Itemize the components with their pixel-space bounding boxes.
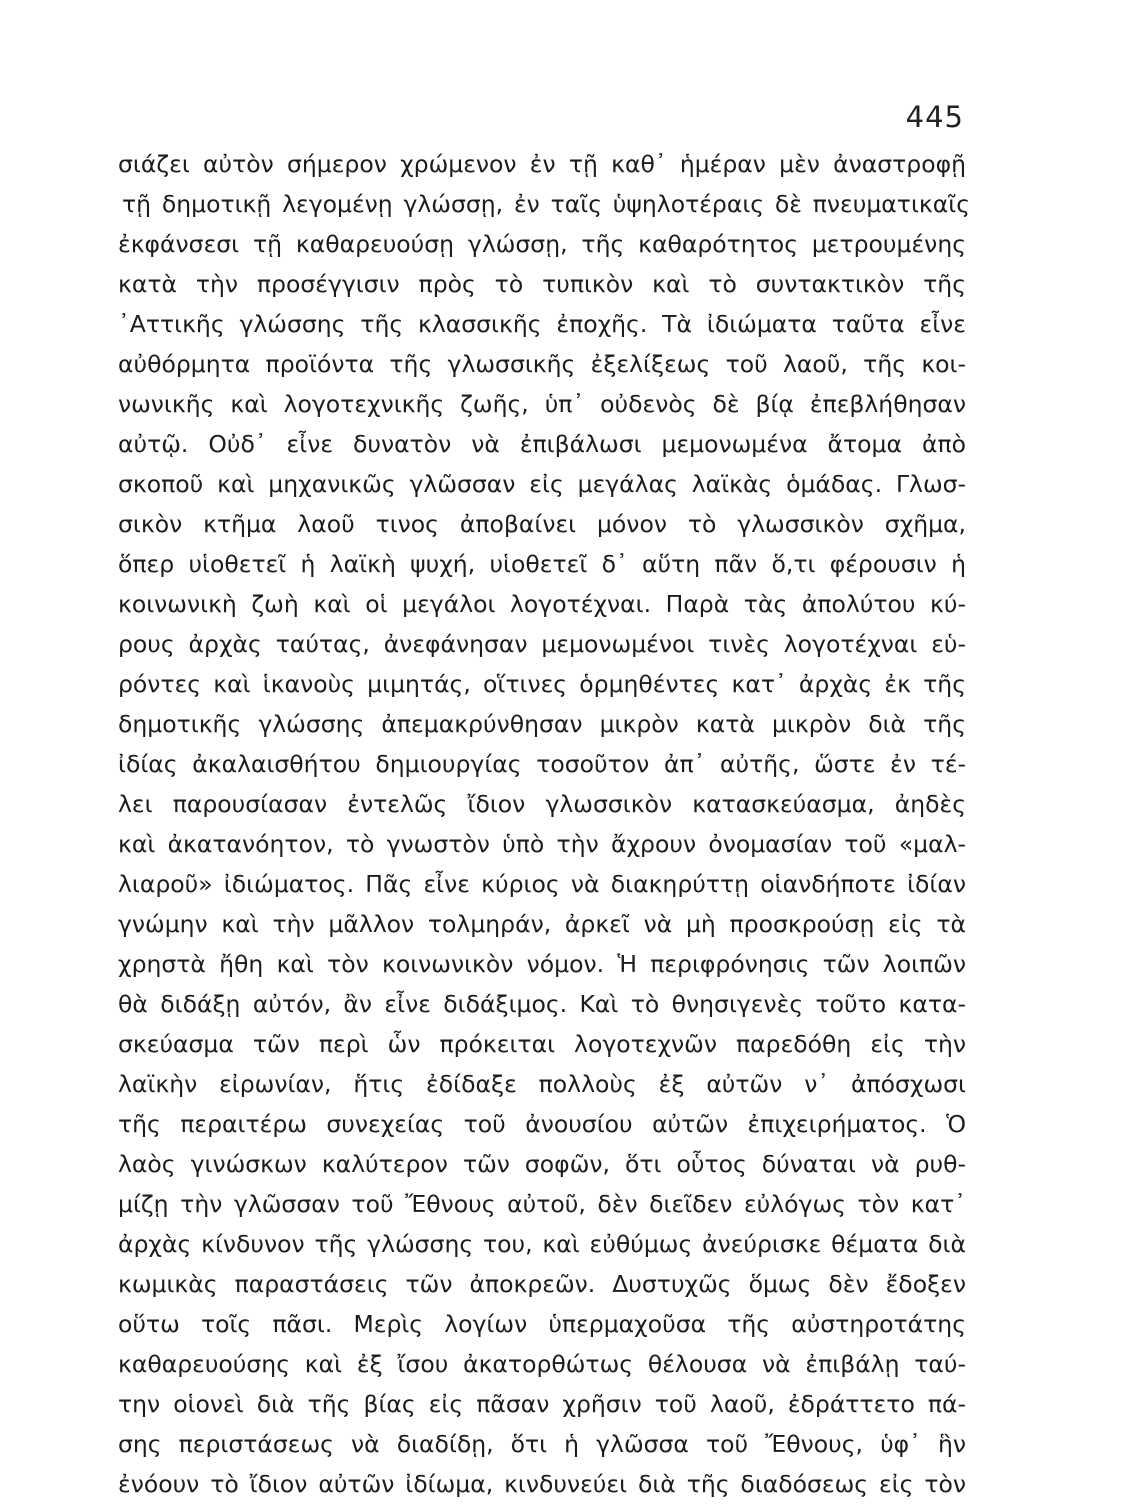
text-line: σιάζει αὐτὸν σήμερον χρώμενον ἐν τῇ καθ᾽ ἡμέραν μὲν ἀναστροφῇ (118, 150, 966, 178)
text-line: τῇ δημοτικῇ λεγομένῃ γλώσσῃ, ἐν ταῖς ὑψηλοτέραις δὲ πνευματικαῖς (122, 190, 970, 218)
page-number: 445 (905, 100, 964, 134)
text-line: καὶ ἀκατανόητον, τὸ γνωστὸν ὑπὸ τὴν ἄχρουν ὀνομασίαν τοῦ «μαλ- (118, 830, 966, 858)
text-line: ὅπερ υἱοθετεῖ ἡ λαϊκὴ ψυχή, υἱοθετεῖ δ᾽ αὕτη πᾶν ὅ,τι φέρουσιν ἡ (118, 550, 966, 578)
text-line: ἐνόουν τὸ ἴδιον αὐτῶν ἰδίωμα, κινδυνεύει διὰ τῆς διαδόσεως εἰς τὸν (118, 1470, 966, 1498)
text-line: την οἱονεὶ διὰ τῆς βίας εἰς πᾶσαν χρῆσιν τοῦ λαοῦ, ἐδράττετο πά- (118, 1390, 966, 1418)
text-line: κοινωνικὴ ζωὴ καὶ οἱ μεγάλοι λογοτέχναι. Παρὰ τὰς ἀπολύτου κύ- (118, 590, 966, 618)
text-line: ἰδίας ἀκαλαισθήτου δημιουργίας τοσοῦτον ἀπ᾽ αὐτῆς, ὥστε ἐν τέ- (118, 750, 966, 778)
text-line: σκεύασμα τῶν περὶ ὧν πρόκειται λογοτεχνῶν παρεδόθη εἰς τὴν (118, 1030, 966, 1058)
text-line: χρηστὰ ἤθη καὶ τὸν κοινωνικὸν νόμον. Ἡ περιφρόνησις τῶν λοιπῶν (118, 950, 966, 978)
text-line: δημοτικῆς γλώσσης ἀπεμακρύνθησαν μικρὸν κατὰ μικρὸν διὰ τῆς (118, 710, 966, 738)
text-line: γνώμην καὶ τὴν μᾶλλον τολμηράν, ἀρκεῖ νὰ μὴ προσκρούσῃ εἰς τὰ (118, 910, 966, 938)
text-line: λαὸς γινώσκων καλύτερον τῶν σοφῶν, ὅτι οὗτος δύναται νὰ ρυθ- (118, 1150, 966, 1178)
text-line: ρους ἀρχὰς ταύτας, ἀνεφάνησαν μεμονωμένοι τινὲς λογοτέχναι εὑ- (118, 630, 966, 658)
text-line: σικὸν κτῆμα λαοῦ τινος ἀποβαίνει μόνον τὸ γλωσσικὸν σχῆμα, (118, 510, 966, 538)
text-line: λει παρουσίασαν ἐντελῶς ἴδιον γλωσσικὸν κατασκεύασμα, ἀηδὲς (118, 790, 966, 818)
text-line: οὕτω τοῖς πᾶσι. Μερὶς λογίων ὑπερμαχοῦσα τῆς αὐστηροτάτης (118, 1310, 966, 1338)
text-line: τῆς περαιτέρω συνεχείας τοῦ ἀνουσίου αὐτῶν ἐπιχειρήματος. Ὁ (118, 1110, 966, 1138)
text-line: θὰ διδάξῃ αὐτόν, ἂν εἶνε διδάξιμος. Καὶ τὸ θνησιγενὲς τοῦτο κατα- (118, 990, 966, 1018)
text-line: ρόντες καὶ ἱκανοὺς μιμητάς, οἵτινες ὁρμηθέντες κατ᾽ ἀρχὰς ἐκ τῆς (118, 670, 966, 698)
text-line: κατὰ τὴν προσέγγισιν πρὸς τὸ τυπικὸν καὶ τὸ συντακτικὸν τῆς (118, 270, 966, 298)
text-line: αὐθόρμητα προϊόντα τῆς γλωσσικῆς ἐξελίξεως τοῦ λαοῦ, τῆς κοι- (118, 350, 966, 378)
text-line: λιαροῦ» ἰδιώματος. Πᾶς εἶνε κύριος νὰ διακηρύττῃ οἱανδήποτε ἰδίαν (118, 870, 966, 898)
text-line: αὐτῷ. Οὐδ᾽ εἶνε δυνατὸν νὰ ἐπιβάλωσι μεμονωμένα ἄτομα ἀπὸ (118, 430, 966, 458)
text-line: καθαρευούσης καὶ ἐξ ἴσου ἀκατορθώτως θέλουσα νὰ ἐπιβάλῃ ταύ- (118, 1350, 966, 1378)
text-line: λαϊκὴν εἰρωνίαν, ἥτις ἐδίδαξε πολλοὺς ἐξ αὐτῶν ν᾽ ἀπόσχωσι (118, 1070, 966, 1098)
text-line: σης περιστάσεως νὰ διαδίδῃ, ὅτι ἡ γλῶσσα τοῦ Ἔθνους, ὑφ᾽ ἣν (118, 1430, 966, 1458)
text-line: νωνικῆς καὶ λογοτεχνικῆς ζωῆς, ὑπ᾽ οὐδενὸς δὲ βίᾳ ἐπεβλήθησαν (118, 390, 966, 418)
text-line: ἀρχὰς κίνδυνον τῆς γλώσσης του, καὶ εὐθύμως ἀνεύρισκε θέματα διὰ (118, 1230, 966, 1258)
body-text (118, 144, 970, 1504)
text-line: ἐκφάνσεσι τῇ καθαρευούσῃ γλώσσῃ, τῆς καθαρότητος μετρουμένης (118, 230, 966, 258)
text-line: κωμικὰς παραστάσεις τῶν ἀποκρεῶν. Δυστυχῶς ὅμως δὲν ἔδοξεν (118, 1270, 966, 1298)
text-line: μίζῃ τὴν γλῶσσαν τοῦ Ἔθνους αὐτοῦ, δὲν διεῖδεν εὐλόγως τὸν κατ᾽ (118, 1190, 966, 1218)
text-line: σκοποῦ καὶ μηχανικῶς γλῶσσαν εἰς μεγάλας λαϊκὰς ὁμάδας. Γλωσ- (118, 470, 966, 498)
text-line: ᾽Αττικῆς γλώσσης τῆς κλασσικῆς ἐποχῆς. Τὰ ἰδιώματα ταῦτα εἶνε (118, 310, 966, 338)
